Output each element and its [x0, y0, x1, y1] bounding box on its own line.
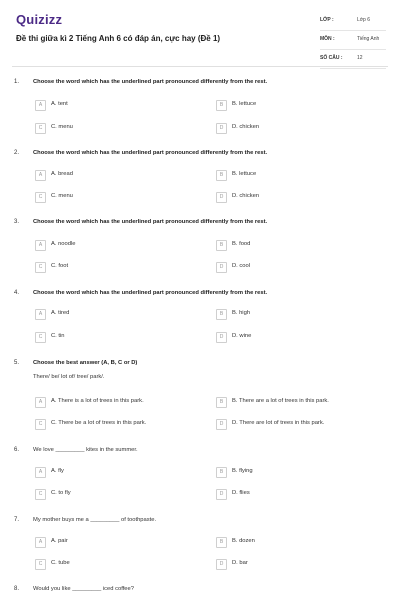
option-text: B. dozen — [232, 538, 255, 544]
question-number: 4. — [14, 290, 20, 296]
question-text: Choose the word which has the underlined part pronounced differently from the rest. — [33, 219, 268, 225]
option-letter-box: C — [35, 559, 46, 570]
option-letter-box: C — [35, 419, 46, 430]
option-letter-box: D — [216, 123, 227, 134]
question-number: 3. — [14, 219, 20, 225]
option-text: D. chicken — [232, 124, 260, 130]
option-text: C. tube — [51, 560, 70, 566]
option-text: A. tired — [51, 310, 70, 316]
question-text: We love _________ kites in the summer. — [33, 447, 138, 453]
option-text: D. flies — [232, 490, 250, 496]
option-text: C. to fly — [51, 490, 71, 496]
option-text: C. tin — [51, 333, 65, 339]
meta-value: Lớp 6 — [357, 17, 371, 23]
option-letter-box: D — [216, 419, 227, 430]
question-text: Choose the best answer (A, B, C or D) — [33, 360, 138, 366]
question-number: 6. — [14, 447, 20, 453]
option-letter-box: A — [35, 309, 46, 320]
document-title: Đề thi giữa kì 2 Tiếng Anh 6 có đáp án, cực hay (Đề 1) — [16, 34, 221, 43]
option-letter-box: B — [216, 537, 227, 548]
option-letter-box: B — [216, 397, 227, 408]
option-letter-box: C — [35, 192, 46, 203]
meta-value: 12 — [357, 55, 363, 61]
option-letter-box: D — [216, 489, 227, 500]
option-text: D. cool — [232, 263, 251, 269]
option-letter-box: D — [216, 559, 227, 570]
option-text: D. wine — [232, 333, 252, 339]
option-letter-box: D — [216, 192, 227, 203]
option-text: A. pair — [51, 538, 68, 544]
option-letter-box: A — [35, 170, 46, 181]
option-text: B. high — [232, 310, 251, 316]
option-text: A. fly — [51, 468, 64, 474]
option-letter-box: B — [216, 100, 227, 111]
quizizz-logo: Quizizz — [16, 12, 63, 27]
question-number: 5. — [14, 360, 20, 366]
meta-key: LỚP : — [320, 17, 334, 23]
question-text: Choose the word which has the underlined part pronounced differently from the rest. — [33, 150, 268, 156]
option-text: A. tent — [51, 101, 68, 107]
meta-row-subject — [320, 33, 386, 50]
meta-key: SỐ CÂU : — [320, 55, 343, 61]
question-number: 8. — [14, 586, 20, 592]
option-text: A. noodle — [51, 241, 76, 247]
option-text: C. foot — [51, 263, 69, 269]
meta-row-class — [320, 14, 386, 31]
option-text: D. chicken — [232, 193, 260, 199]
question-prompt: There/ be/ lot of/ tree/ park/. — [33, 374, 105, 380]
option-text: C. menu — [51, 193, 73, 199]
option-text: B. lettuce — [232, 101, 257, 107]
meta-key: MÔN : — [320, 36, 335, 42]
question-text: Choose the word which has the underlined part pronounced differently from the rest. — [33, 290, 268, 296]
option-text: A. There is a lot of trees in this park. — [51, 398, 144, 404]
option-text: B. lettuce — [232, 171, 257, 177]
option-text: B. There are a lot of trees in this park. — [232, 398, 329, 404]
option-letter-box: C — [35, 332, 46, 343]
header-divider — [12, 66, 388, 67]
option-letter-box: D — [216, 332, 227, 343]
option-letter-box: A — [35, 467, 46, 478]
question-text: Choose the word which has the underlined part pronounced differently from the rest. — [33, 79, 268, 85]
option-letter-box: B — [216, 170, 227, 181]
option-letter-box: A — [35, 397, 46, 408]
option-letter-box: C — [35, 262, 46, 273]
option-text: B. food — [232, 241, 251, 247]
option-letter-box: B — [216, 467, 227, 478]
meta-value: Tiếng Anh — [357, 36, 380, 42]
option-letter-box: A — [35, 240, 46, 251]
meta-panel — [320, 14, 386, 71]
option-text: D. There are lot of trees in this park. — [232, 420, 325, 426]
question-number: 1. — [14, 79, 20, 85]
option-text: C. There be a lot of trees in this park. — [51, 420, 147, 426]
question-number: 2. — [14, 150, 20, 156]
option-letter-box: A — [35, 100, 46, 111]
option-text: C. menu — [51, 124, 73, 130]
option-letter-box: A — [35, 537, 46, 548]
question-text: Would you like _________ iced coffee? — [33, 586, 134, 592]
option-letter-box: D — [216, 262, 227, 273]
option-text: B. flying — [232, 468, 253, 474]
option-letter-box: B — [216, 309, 227, 320]
option-letter-box: C — [35, 123, 46, 134]
question-number: 7. — [14, 517, 20, 523]
option-text: D. bar — [232, 560, 248, 566]
question-text: My mother buys me a _________ of toothpaste. — [33, 517, 157, 523]
option-text: A. bread — [51, 171, 73, 177]
option-letter-box: B — [216, 240, 227, 251]
option-letter-box: C — [35, 489, 46, 500]
